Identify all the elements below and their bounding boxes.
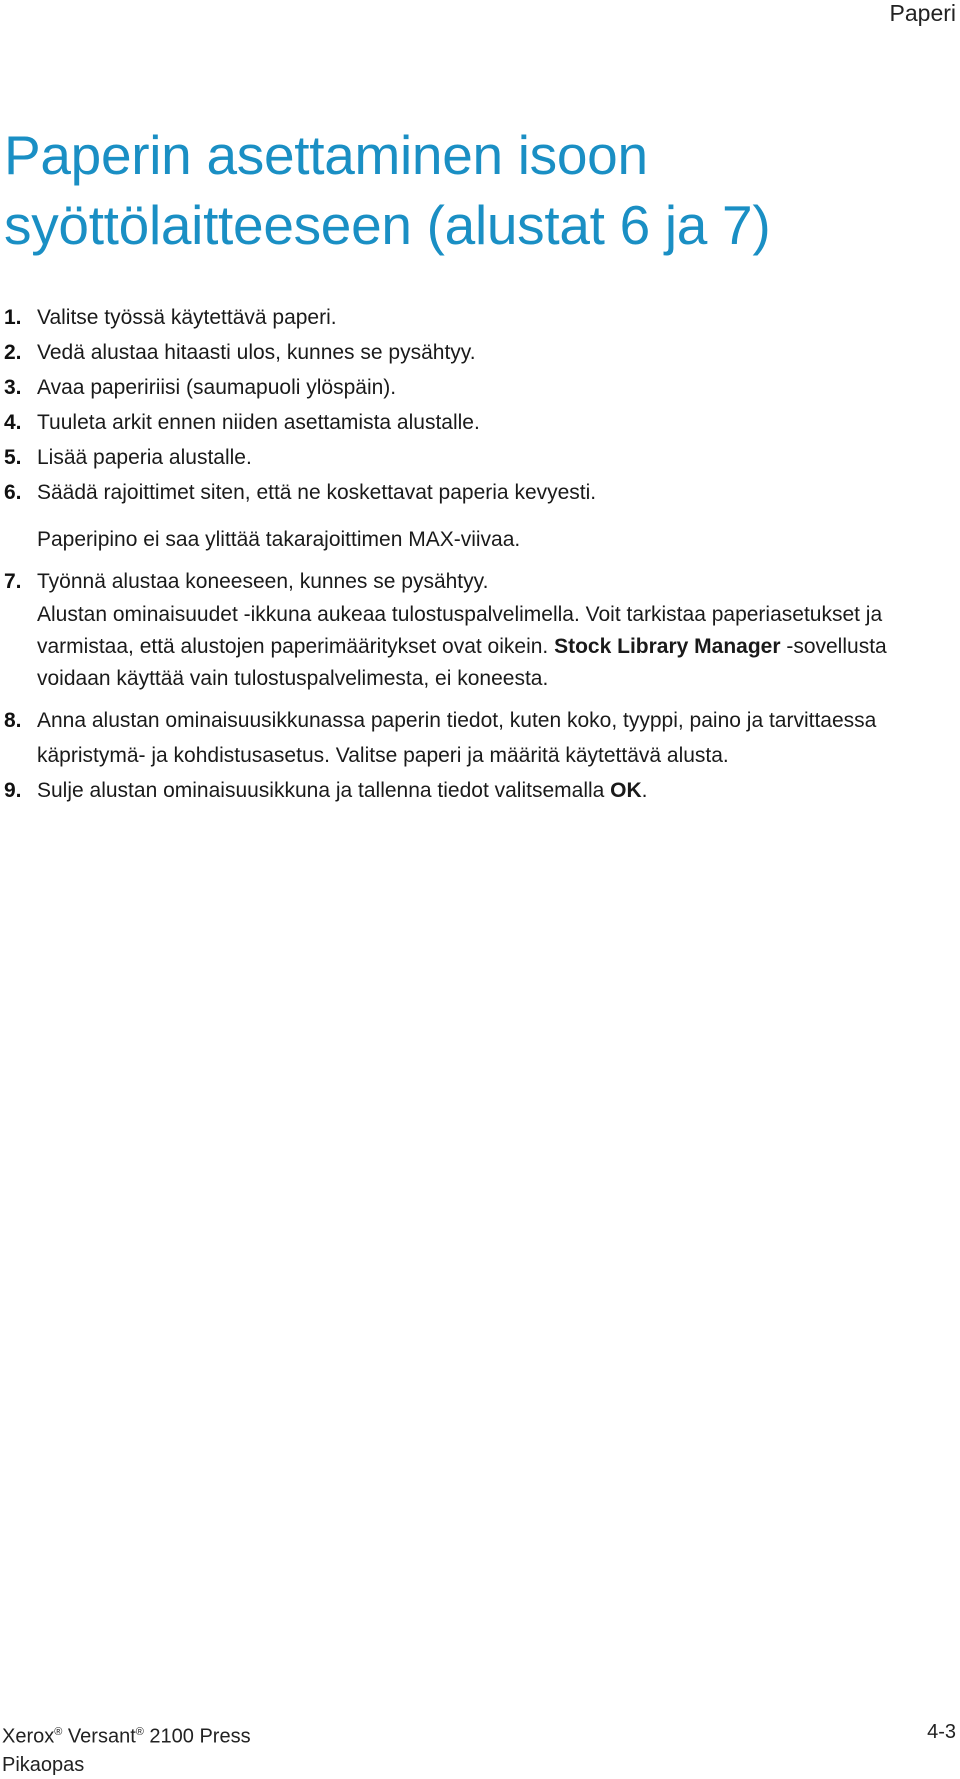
step-text: Anna alustan ominaisuusikkunassa paperin tiedot, kuten koko, tyyppi, paino ja tarvittaessa käpristymä- ja kohdistusasetus. Valitse paperi ja määritä käytettävä alusta.	[37, 709, 877, 767]
step-9	[4, 773, 956, 808]
step-1	[4, 300, 956, 335]
step-8	[4, 703, 956, 773]
step-list	[4, 300, 956, 808]
header-section-label: Paperi	[889, 0, 956, 26]
step-6	[4, 475, 956, 510]
step-text: Lisää paperia alustalle.	[37, 446, 252, 469]
step-text: Vedä alustaa hitaasti ulos, kunnes se pysähtyy.	[37, 341, 476, 364]
page-title	[4, 120, 770, 260]
step-7-note-bold: Stock Library Manager	[554, 635, 781, 658]
step-number: 7.	[4, 570, 22, 593]
step-text: Valitse työssä käytettävä paperi.	[37, 306, 337, 329]
step-9-bold: OK	[610, 779, 642, 802]
footer-brand-versant: Versant	[67, 1725, 136, 1748]
footer-brand-xerox: Xerox	[2, 1725, 55, 1748]
step-text: Tuuleta arkit ennen niiden asettamista alustalle.	[37, 411, 480, 434]
step-text: Säädä rajoittimet siten, että ne koskettavat paperia kevyesti.	[37, 481, 597, 504]
step-number: 1.	[4, 306, 22, 329]
step-number: 2.	[4, 341, 22, 364]
footer-doc-title: Pikaopas	[2, 1753, 85, 1776]
step-number: 4.	[4, 411, 22, 434]
step-number: 6.	[4, 481, 22, 504]
step-9-end: .	[641, 779, 648, 802]
step-9-text: Sulje alustan ominaisuusikkuna ja tallenna tiedot valitsemalla	[37, 779, 611, 802]
registered-mark: ®	[135, 1726, 144, 1738]
step-7	[4, 564, 956, 599]
step-7-note-text-b: -sovellusta voidaan käyttää vain tulostuspalvelimesta, ei koneesta.	[37, 635, 887, 690]
step-text	[37, 773, 956, 808]
step-7-note	[4, 599, 956, 695]
step-number: 5.	[4, 446, 22, 469]
footer-product	[2, 1718, 251, 1779]
step-5	[4, 440, 956, 475]
step-2	[4, 335, 956, 370]
step-7-note-text-a: Alustan ominaisuudet -ikkuna aukeaa tulostuspalvelimella. Voit tarkistaa paperiasetukset ja varmistaa, että alustojen paperimääritykset ovat oikein.	[37, 603, 883, 658]
footer-model: 2100 Press	[149, 1725, 251, 1748]
registered-mark: ®	[54, 1726, 63, 1738]
step-6-note: Paperipino ei saa ylittää takarajoittimen MAX-viivaa.	[37, 528, 521, 551]
step-text: Työnnä alustaa koneeseen, kunnes se pysähtyy.	[37, 570, 489, 593]
page-number: 4-3	[927, 1721, 956, 1743]
step-4	[4, 405, 956, 440]
step-number: 9.	[4, 779, 22, 802]
step-number: 3.	[4, 376, 22, 399]
page-title-line-1: Paperin asettaminen isoon	[4, 124, 648, 186]
step-3	[4, 370, 956, 405]
step-number: 8.	[4, 709, 22, 732]
page-title-line-2: syöttölaitteeseen (alustat 6 ja 7)	[4, 194, 771, 256]
step-text: Avaa papeririisi (saumapuoli ylöspäin).	[37, 376, 397, 399]
footer-product-line	[2, 1718, 251, 1751]
